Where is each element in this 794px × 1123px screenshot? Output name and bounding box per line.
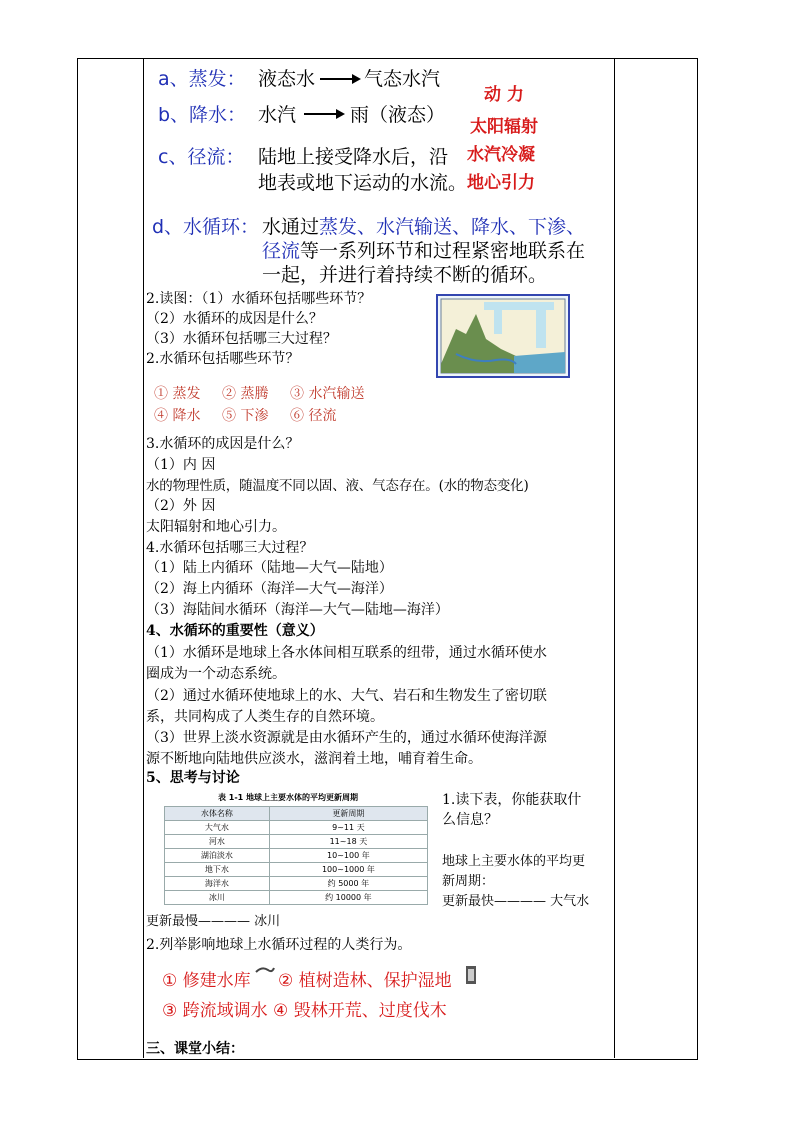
water-cycle-line-1 (262, 212, 585, 239)
table-row (165, 877, 428, 891)
discussion-q1-line-1: 1.读下表，你能获取什 (442, 792, 582, 808)
water-cycle-figure (436, 294, 570, 378)
arrow-icon (304, 108, 346, 120)
runoff-line-2: 地表或地下运动的水流。 (258, 172, 468, 194)
runoff-label: c、径流： (158, 146, 245, 168)
period-table (164, 806, 428, 905)
water-cycle-line-1b: 蒸发、水汽输送、降水、下渗、 (319, 216, 586, 238)
link-item: ② 蒸腾 (222, 386, 269, 402)
importance-p2-line-1: （2）通过水循环使地球上的水、大气、岩石和生物发生了密切联 (146, 688, 547, 704)
table-cell: 约 10000 年 (269, 891, 427, 905)
table-cell: 地下水 (165, 863, 270, 877)
table-caption: 表 1-1 地球上主要水体的平均更新周期 (218, 793, 359, 802)
summary-title: 三、课堂小结： (146, 1041, 244, 1057)
power-item: 地心引力 (467, 173, 535, 193)
link-item: ① 蒸发 (154, 386, 201, 402)
table-cell: 湖泊淡水 (165, 849, 270, 863)
link-item: ⑥ 径流 (290, 408, 337, 424)
link-item: ④ 降水 (154, 408, 201, 424)
discussion-q1-line-2: 么信息？ (442, 812, 498, 828)
water-cycle-line-2a: 径流 (262, 240, 301, 262)
table-cell: 100~1000 年 (269, 863, 427, 877)
table-header-row (165, 807, 428, 821)
table-header: 水体名称 (165, 807, 270, 821)
table-cell: 大气水 (165, 821, 270, 835)
question-4-title: 4.水循环包括哪三大过程？ (146, 540, 314, 556)
question-3-title: 3.水循环的成因是什么？ (146, 436, 300, 452)
importance-p3-line-2: 源不断地向陆地供应淡水，滋润着土地，哺育着生命。 (146, 751, 482, 767)
power-title: 动 力 (484, 85, 524, 105)
question-3-outer: 太阳辐射和地心引力。 (146, 519, 286, 535)
precipitation-to: 雨（液态） (350, 104, 446, 126)
arrow-icon (320, 73, 362, 85)
importance-p1-line-2: 圈成为一个动态系统。 (146, 666, 286, 682)
table-row (165, 849, 428, 863)
question-3-outer-label: （2）外 因 (146, 498, 216, 514)
link-item: ③ 水汽输送 (290, 386, 365, 402)
discussion-q2: 2.列举影响地球上水循环过程的人类行为。 (146, 937, 412, 953)
column-divider-right (614, 58, 615, 1058)
decoration-icon (254, 964, 276, 978)
table-row (165, 863, 428, 877)
question-2-title: 2.读图：（1）水循环包括哪些环节？ (146, 291, 372, 307)
table-row (165, 891, 428, 905)
table-cell: 11~18 天 (269, 835, 427, 849)
human-act-1: ① 修建水库 (162, 971, 251, 991)
importance-title: 4、水循环的重要性（意义） (146, 623, 324, 639)
answer-line-4: 更新最慢———— 冰川 (146, 914, 281, 929)
evaporation-to: 气态水汽 (364, 68, 441, 90)
evaporation-from: 液态水 (258, 68, 316, 90)
importance-p1-line-1: （1）水循环是地球上各水体间相互联系的纽带，通过水循环使水 (146, 645, 547, 661)
answer-line-2: 新周期： (442, 874, 495, 889)
table-cell: 9~11 天 (269, 821, 427, 835)
answer-line-3: 更新最快———— 大气水 (442, 894, 590, 909)
question-2-repeat: 2.水循环包括哪些环节？ (146, 351, 300, 367)
water-cycle-line-2b: 等一系列环节和过程紧密地联系在 (300, 240, 586, 262)
human-act-2: ② 植树造林、保护湿地 (278, 971, 452, 991)
power-item: 水汽冷凝 (467, 145, 535, 165)
precipitation-label: b、降水： (158, 104, 247, 126)
evaporation-label: a、蒸发： (158, 68, 246, 90)
table-row (165, 835, 428, 849)
importance-p3-line-1: （3）世界上淡水资源就是由水循环产生的，通过水循环使海洋源 (146, 730, 547, 746)
water-cycle-label: d、水循环： (152, 216, 260, 238)
water-cycle-line-1a: 水通过 (262, 216, 320, 238)
pillar-icon (464, 964, 478, 986)
column-divider-left (143, 58, 144, 1058)
table-cell: 10~100 年 (269, 849, 427, 863)
human-act-3: ③ 跨流域调水 ④ 毁林开荒、过度伐木 (162, 1001, 447, 1021)
question-3-inner: 水的物理性质，随温度不同以固、液、气态存在。(水的物态变化) (146, 478, 529, 494)
table-cell: 约 5000 年 (269, 877, 427, 891)
table-cell: 河水 (165, 835, 270, 849)
precipitation-from: 水汽 (258, 104, 297, 126)
process-item: （1）陆上内循环（陆地—大气—陆地） (146, 560, 393, 576)
discussion-title: 5、思考与讨论 (146, 770, 240, 786)
water-cycle-line-2 (262, 236, 585, 263)
question-2-sub-2: （2）水循环的成因是什么？ (146, 311, 323, 327)
runoff-line-1: 陆地上接受降水后，沿 (258, 146, 449, 168)
table-row (165, 821, 428, 835)
table-cell: 冰川 (165, 891, 270, 905)
table-header: 更新周期 (269, 807, 427, 821)
power-item: 太阳辐射 (470, 117, 538, 137)
process-item: （3）海陆间水循环（海洋—大气—陆地—海洋） (146, 602, 449, 618)
question-3-inner-label: （1）内 因 (146, 457, 216, 473)
table-cell: 海洋水 (165, 877, 270, 891)
water-cycle-line-3: 一起，并进行着持续不断的循环。 (262, 264, 548, 286)
process-item: （2）海上内循环（海洋—大气—海洋） (146, 581, 393, 597)
link-item: ⑤ 下渗 (222, 408, 269, 424)
question-2-sub-3: （3）水循环包括哪三大过程？ (146, 331, 337, 347)
period-table-wrap (164, 806, 428, 905)
answer-line-1: 地球上主要水体的平均更 (442, 854, 586, 869)
importance-p2-line-2: 系，共同构成了人类生存的自然环境。 (146, 709, 384, 725)
